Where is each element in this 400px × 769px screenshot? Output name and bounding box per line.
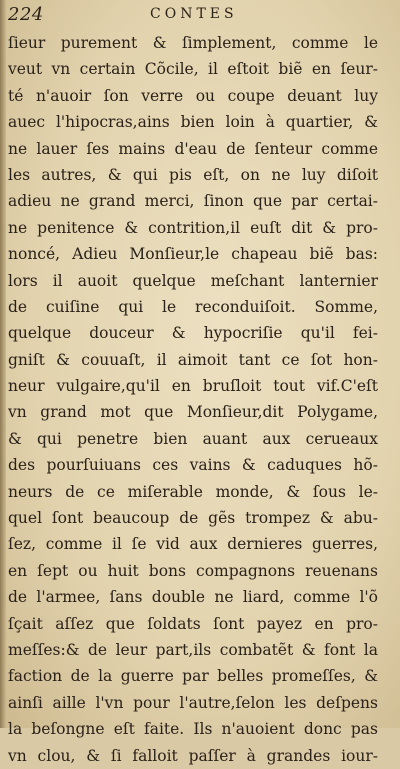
text-line: faction de la guerre par belles promeſſes, & [8,667,378,686]
text-line: veut vn certain Cõcile, il eſtoit biẽ en ſeur- [8,60,378,79]
text-line: en ſept ou huit bons compagnons reuenans [8,561,378,580]
text-line: ne penitence & contrition,il euſt dit & pro- [8,218,378,237]
text-line: ainſi aille l'vn pour l'autre,ſelon les deſpens [8,693,378,712]
text-line: neur vulgaire,qu'il en bruſloit tout vif.C'eſt [8,377,378,396]
text-line: ſçait aſſez que ſoldats ſont payez en pro- [8,614,378,633]
text-line: lors il auoit quelque meſchant lanternier [8,271,378,290]
page-number: 224 [8,4,44,25]
text-line: vn grand mot que Monſieur,dit Polygame, [8,403,378,422]
text-line: ſieur purement & ſimplement, comme le [8,34,378,52]
text-line: gniſt & couuaſt, il aimoit tant ce ſot hon- [8,350,378,369]
page-gutter [0,0,6,728]
text-line: & qui penetre bien auant aux cerueaux [8,429,378,448]
text-line: des pourſuiuans ces vains & caduques hõ- [8,456,378,475]
text-line: quel ſont beaucoup de gẽs trompez & abu- [8,509,378,528]
text-line: meſſes:& de leur part,ils combatẽt & font la [8,640,378,659]
text-line: té n'auoir ſon verre ou coupe deuant luy [8,86,378,105]
page-header [8,4,394,26]
text-line: de cuiſine qui le reconduiſoit. Somme, [8,297,378,316]
text-line: ne lauer ſes mains d'eau de ſenteur comme [8,139,378,158]
text-line: vn clou, & ſi falloit paſſer à grandes iour- [8,746,378,765]
text-line: les autres, & qui pis eſt, on ne luy diſoit [8,165,378,184]
text-line: noncé, Adieu Monſieur,le chapeau biẽ bas: [8,245,378,264]
text-line: quelque douceur & hypocriſie qu'il fei- [8,324,378,343]
text-line: neurs de ce miſerable monde, & ſous le- [8,482,378,501]
text-line: ſez, comme il ſe vid aux dernieres guerres, [8,535,378,554]
running-title: CONTES [150,6,238,22]
text-line: auec l'hipocras,ains bien loin à quartier, & [8,113,378,132]
body-text [8,30,378,769]
text-line: la beſongne eſt faite. Ils n'auoient donc pas [8,720,378,739]
text-line: adieu ne grand merci, ſinon que par certai- [8,192,378,211]
text-line: de l'armee, ſans double ne liard, comme l'õ [8,588,378,607]
